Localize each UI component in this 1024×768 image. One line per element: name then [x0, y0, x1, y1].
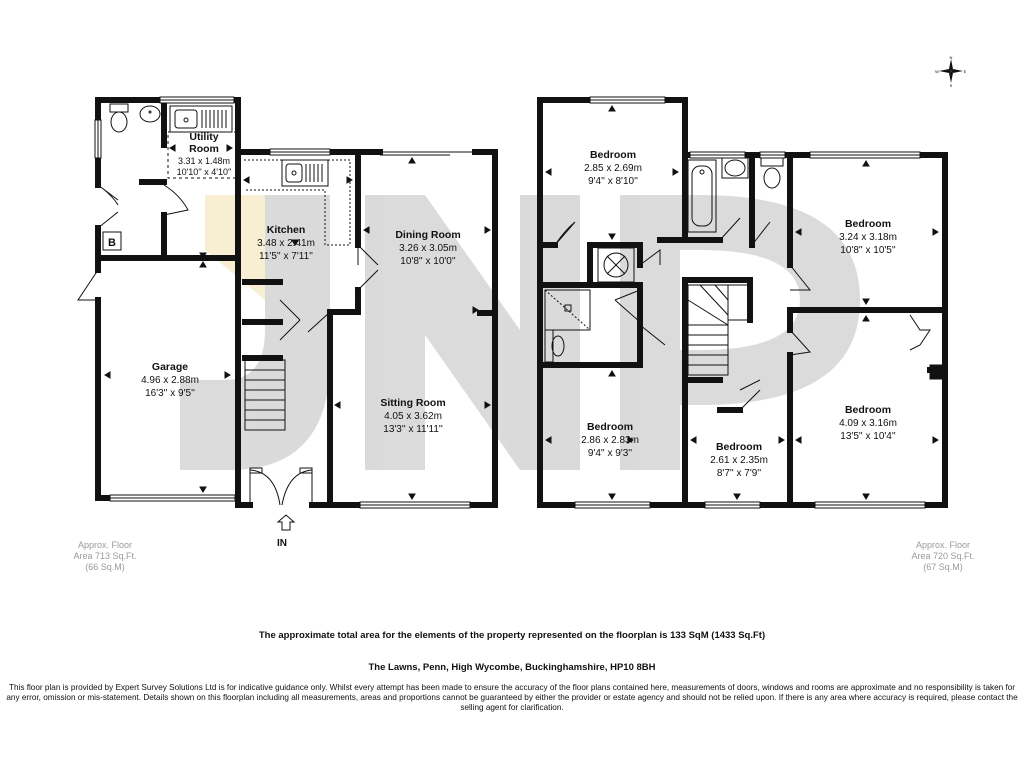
utility-room-name-line2: Room	[189, 143, 219, 155]
first-floor-area-note	[888, 540, 998, 573]
bedroom-5-name: Bedroom	[844, 404, 892, 416]
watermark-logo	[180, 195, 860, 470]
ground-area-line1: Approx. Floor	[77, 540, 133, 550]
bedroom-5-metric: 4.09 x 3.16m	[839, 418, 897, 429]
bedroom-1-name: Bedroom	[589, 149, 637, 161]
total-area-text: The approximate total area for the elements of the property represented on the floorplan is 133 SqM (1433 Sq.Ft)	[258, 630, 766, 641]
boiler-label: B	[108, 237, 116, 249]
entrance-label: IN	[277, 538, 287, 549]
bedroom-3-name: Bedroom	[586, 421, 634, 433]
disclaimer-text: This floor plan is provided by Expert Survey Solutions Ltd is for indicative guidance only. Whilst every attempt has been made to ensure the accuracy of the floor plans contained here, measurements of doors, windows and rooms are approximate and no responsibility is taken for any error, omission or mis-statement. Details shown on this floorplan including all measurements, areas and proportions cannot be guaranteed by either the provider or estate agency and should not be relied upon. If there is any area where accuracy is required, please contact the selling agent for clarification.	[6, 683, 1018, 712]
utility-room-name-line1: Utility	[189, 131, 219, 143]
utility-room-metric: 3.31 x 1.48m	[177, 156, 231, 166]
kitchen-imperial: 11'5'' x 7'11''	[259, 251, 313, 262]
bedroom-4-name: Bedroom	[715, 441, 763, 453]
kitchen-name: Kitchen	[266, 224, 306, 236]
compass-icon	[935, 55, 967, 87]
dining-room-name: Dining Room	[395, 229, 461, 241]
bedroom-2-name: Bedroom	[844, 218, 892, 230]
ground-area-line2: Area 713 Sq.Ft.	[73, 551, 137, 561]
compass-east: E	[963, 69, 967, 74]
bedroom-4-imperial: 8'7'' x 7'9''	[716, 468, 762, 479]
compass-north: N	[949, 55, 953, 60]
bedroom-2-metric: 3.24 x 3.18m	[839, 232, 897, 243]
property-address: The Lawns, Penn, High Wycombe, Buckinghamshire, HP10 8BH	[368, 662, 656, 673]
sitting-room-name: Sitting Room	[380, 397, 446, 409]
ground-area-line3: (66 Sq.M)	[85, 562, 125, 572]
bedroom-1-metric: 2.85 x 2.69m	[584, 163, 642, 174]
bedroom-2-imperial: 10'8'' x 10'5''	[840, 245, 896, 256]
dining-room-imperial: 10'8'' x 10'0''	[400, 256, 456, 267]
dining-room-metric: 3.26 x 3.05m	[399, 243, 457, 254]
bedroom-3-metric: 2.86 x 2.83m	[581, 435, 639, 446]
bedroom-4-metric: 2.61 x 2.35m	[710, 455, 768, 466]
sitting-room-imperial: 13'3'' x 11'11''	[383, 424, 443, 435]
sitting-room-metric: 4.05 x 3.62m	[384, 411, 442, 422]
kitchen-metric: 3.48 x 2.41m	[257, 238, 315, 249]
garage-imperial: 16'3'' x 9'5''	[145, 388, 195, 399]
garage-name: Garage	[151, 361, 189, 373]
bedroom-5-imperial: 13'5'' x 10'4''	[840, 431, 896, 442]
ground-floor-area-note	[50, 540, 160, 573]
compass-south: S	[949, 83, 953, 87]
first-area-line3: (67 Sq.M)	[923, 562, 963, 572]
utility-room-imperial: 10'10'' x 4'10''	[176, 167, 232, 177]
garage-metric: 4.96 x 2.88m	[141, 375, 199, 386]
bedroom-3-imperial: 9'4'' x 9'3''	[587, 448, 633, 459]
compass-west: W	[935, 69, 939, 74]
bedroom-1-imperial: 9'4'' x 8'10''	[588, 176, 638, 187]
first-area-line2: Area 720 Sq.Ft.	[911, 551, 975, 561]
first-area-line1: Approx. Floor	[915, 540, 971, 550]
